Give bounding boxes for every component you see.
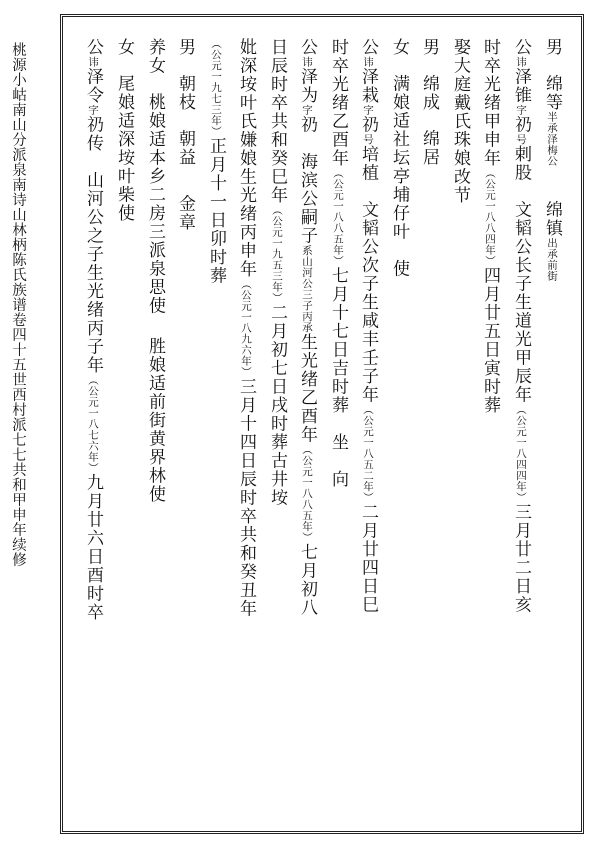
column-text: 公 (83, 38, 103, 57)
column-text: 养女 (145, 38, 165, 75)
branch-label: 西村派 (10, 387, 26, 432)
generation-label: 十五世 (10, 342, 26, 387)
column-text: 胜娘适前街黄界林使 (145, 337, 165, 504)
annotation-text: （公元一九五三年） (271, 204, 283, 304)
column-text: 三月廿二日亥 (511, 503, 531, 614)
column-text: 二月廿四日巳 (358, 503, 378, 614)
text-column (506, 38, 536, 828)
text-column (384, 38, 414, 828)
column-text: 九月廿六日酉时卒 (83, 473, 103, 622)
annotation-text: 字 (87, 104, 99, 116)
annotation-text: 字 (515, 104, 527, 116)
annotation-text: 号 (362, 134, 374, 145)
annotation-text: 讳 (301, 56, 313, 68)
text-column (475, 38, 505, 828)
annotation-text: 系山河公三子丙承 (301, 245, 313, 333)
page-margin-header (6, 42, 30, 822)
text-column (231, 38, 261, 828)
column-text: 泽令 (83, 67, 103, 105)
column-text: 绵镇 (542, 200, 562, 238)
text-column (323, 38, 353, 828)
annotation-text: （公元一八七六年） (87, 374, 99, 474)
text-column (262, 38, 292, 828)
column-text: 日辰时卒共和癸巳年 (267, 38, 287, 205)
column-text: 礽 (511, 115, 531, 134)
text-column (414, 38, 444, 828)
column-text: 朝枝 (175, 74, 195, 112)
annotation-text: 讳 (362, 56, 374, 68)
column-text: 男 (175, 38, 195, 57)
column-text: 礽 (358, 115, 378, 134)
column-text: 满娘适社坛亭埔仔叶 使 (389, 74, 409, 278)
column-text: 绵等 (542, 74, 562, 112)
text-column (170, 38, 200, 828)
annotation-text: 字 (301, 104, 313, 116)
column-text: 正月十一日卯时葬 (206, 137, 226, 285)
annotation-text: （公元一八八四年） (484, 167, 496, 267)
book-title: 桃源小岵南山分派泉南诗山林柄陈氏族谱 (10, 42, 26, 312)
text-column (292, 38, 322, 828)
annotation-text: 出承前街 (546, 237, 558, 282)
annotation-text: 讳 (515, 56, 527, 68)
text-column (537, 38, 567, 828)
column-text: 男 (419, 38, 439, 57)
page-number: 七七 (10, 432, 26, 462)
annotation-text: （公元一八九六年） (240, 278, 252, 378)
text-column (109, 38, 139, 828)
column-text: 剌股 文韬公长子生道光甲辰年 (511, 145, 531, 404)
column-text: 男 (542, 38, 562, 57)
column-text: 泽为 (297, 67, 317, 105)
column-text: 女 (389, 38, 409, 57)
column-text: 四月廿五日寅时葬 (480, 266, 500, 415)
column-text: 绵居 (419, 129, 439, 167)
text-column (445, 38, 475, 828)
column-text: 桃娘适本乡二房三派泉思使 (145, 93, 165, 315)
column-text: 培植 文韬公次子生咸丰壬子年 (358, 145, 378, 404)
annotation-text: 半承泽梅公 (546, 111, 558, 167)
column-text: 女 (114, 38, 134, 57)
annotation-text: （公元一九七三年） (210, 38, 222, 137)
column-text: 妣深垵叶氏嫌娘生光绪丙申年 (236, 38, 256, 279)
column-text: 绵成 (419, 74, 439, 112)
column-text: 七月初八 (297, 543, 317, 617)
column-text: 公 (297, 38, 317, 57)
column-text: 娶大庭戴氏珠娘改节 (450, 38, 470, 205)
column-text: 礽传 山河公之子生光绪丙子年 (83, 115, 103, 375)
column-text: 尾娘适深垵叶柴使 (114, 74, 134, 223)
text-column (201, 38, 231, 828)
column-text: 金章 (175, 194, 195, 232)
column-text: 生光绪乙酉年 (297, 333, 317, 444)
edition-label: 共和甲申年续修 (10, 462, 26, 567)
column-text: 泽锥 (511, 67, 531, 105)
column-text: 时卒光绪甲申年 (480, 38, 500, 168)
text-column (140, 38, 170, 828)
column-text: 公 (358, 38, 378, 57)
annotation-text: （公元一八四四年） (515, 404, 527, 503)
annotation-text: （公元一八八五年） (332, 167, 344, 267)
text-column (353, 38, 383, 828)
column-text: 公 (511, 38, 531, 57)
volume-label: 卷四 (10, 312, 26, 342)
annotation-text: 讳 (87, 56, 99, 68)
column-text: 泽栽 (358, 67, 378, 105)
annotation-text: （公元一八五二年） (362, 404, 374, 503)
column-text: 七月十七日吉时葬 坐 向 (328, 266, 348, 489)
column-text: 二月初七日戌时葬古井垵 (267, 303, 287, 507)
column-text: 礽 海滨公嗣子 (297, 115, 317, 245)
annotation-text: （公元一八八五年） (301, 444, 313, 543)
column-text: 朝益 (175, 129, 195, 167)
text-column (78, 38, 108, 828)
column-text: 三月十四日辰时卒共和癸丑年 (236, 377, 256, 618)
column-text: 时卒光绪乙酉年 (328, 38, 348, 168)
annotation-text: 字 (362, 104, 374, 116)
annotation-text: 号 (515, 134, 527, 145)
